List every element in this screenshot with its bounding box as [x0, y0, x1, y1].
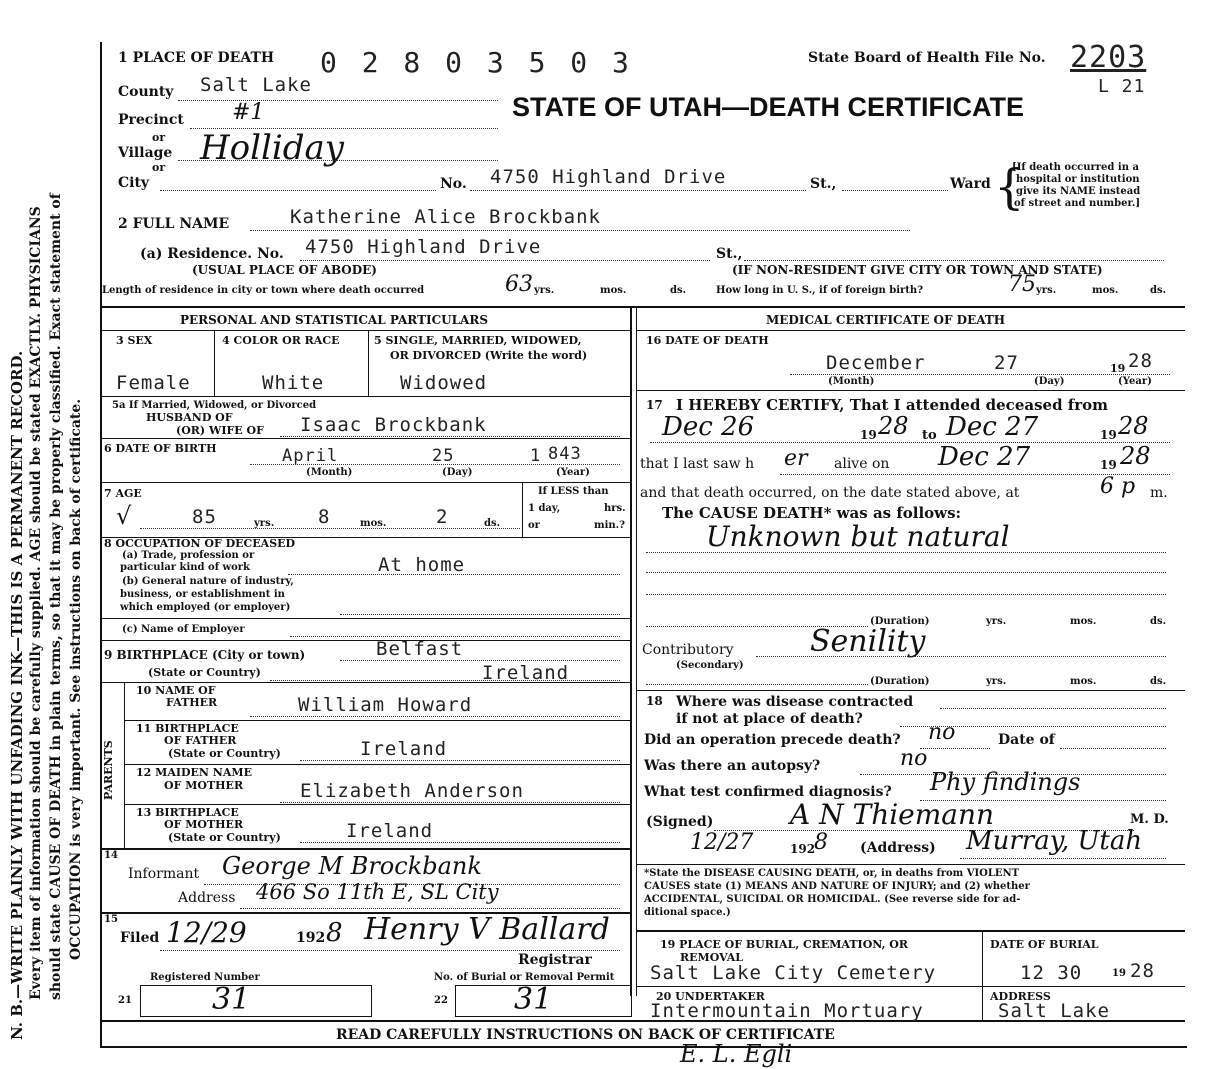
sex-label: 3 SEX [116, 334, 153, 347]
age-days: 2 [436, 506, 449, 528]
file-number: 2203 [1070, 40, 1147, 75]
signed-label: (Signed) [646, 814, 714, 830]
contracted-label-2: if not at place of death? [676, 711, 863, 727]
place-of-death-label: 1 PLACE OF DEATH [118, 50, 275, 66]
marital-label-1: 5 SINGLE, MARRIED, WIDOWED, [374, 334, 582, 347]
contrib-mos-label: mos. [1070, 676, 1097, 687]
signed-date: 12/27 [690, 830, 754, 855]
last-saw-pronoun: er [784, 446, 808, 471]
attended-to-year: 28 [1118, 412, 1149, 440]
age-months: 8 [318, 506, 331, 528]
dod-year: 28 [1128, 350, 1153, 372]
length-yrs-label: yrs. [534, 285, 555, 296]
dob-month: April [282, 446, 339, 466]
burial-date-label: DATE OF BURIAL [990, 938, 1099, 951]
column-divider [630, 306, 632, 996]
informant-value: George M Brockbank [222, 852, 482, 880]
city-label: City [118, 175, 150, 191]
contributory-value: Senility [810, 624, 926, 659]
occupation-b-1: (b) General nature of industry, [122, 576, 294, 587]
md-label: M. D. [1130, 812, 1169, 827]
less-label-1: If LESS than [538, 486, 609, 497]
cause-duration-label: (Duration) [870, 616, 930, 627]
physician-signature: A N Thiemann [790, 798, 995, 831]
undertaker: Intermountain Mortuary [650, 1000, 924, 1022]
informant-address-value: 466 So 11th E, SL City [256, 880, 499, 904]
cause-label: The CAUSE DEATH* was as follows: [662, 504, 962, 522]
attended-to-year-prefix: 19 [1100, 428, 1117, 442]
mother-label-1: 12 MAIDEN NAME [136, 766, 252, 779]
attended-to-label: to [922, 428, 937, 443]
sex-value: Female [116, 372, 191, 394]
dod-day: 27 [994, 352, 1019, 374]
length-ds-label: ds. [670, 285, 687, 296]
age-years: 85 [192, 506, 217, 528]
attended-from-year: 28 [878, 412, 909, 440]
dob-day: 25 [432, 446, 455, 466]
burial-number-prefix: 22 [434, 995, 448, 1006]
dob-year: 843 [548, 444, 582, 464]
contributory-sub: (Secondary) [676, 660, 744, 671]
death-occurred-m: m. [1150, 485, 1168, 501]
spouse-value: Isaac Brockbank [300, 414, 487, 436]
side-line-4: OCCUPATION is very important. See instructions on back of certificate. [68, 398, 84, 960]
footnote-4: ditional space.) [644, 907, 731, 918]
instructions-footer: READ CAREFULLY INSTRUCTIONS ON BACK OF CERTIFICATE [336, 1027, 835, 1043]
physician-address: Murray, Utah [966, 826, 1143, 856]
st-label: St., [810, 176, 837, 192]
father-label-1: 10 NAME OF [136, 684, 216, 697]
operation-value: no [928, 720, 956, 745]
registered-number-prefix: 21 [118, 995, 132, 1006]
footnote-3: ACCIDENTAL, SUICIDAL OR HOMICIDAL. (See reverse side for ad- [644, 894, 1021, 905]
registered-number: 31 [212, 982, 251, 1017]
autopsy-label: Was there an autopsy? [644, 758, 821, 774]
undertaker-address: Salt Lake [998, 1000, 1110, 1022]
age-yrs-label: yrs. [254, 518, 275, 529]
certificate-title: STATE OF UTAH—DEATH CERTIFICATE [512, 92, 1024, 122]
section-14: 14 [104, 850, 118, 861]
registered-number-box [140, 985, 372, 1017]
mother-birthplace-label-2: OF MOTHER [164, 818, 244, 831]
section-18: 18 [646, 694, 663, 708]
cause-mos-label: mos. [1070, 616, 1097, 627]
father-label-2: FATHER [166, 696, 218, 709]
file-number-sub: L 21 [1098, 76, 1146, 97]
us-mos-label: mos. [1092, 285, 1119, 296]
age-mos-label: mos. [360, 518, 387, 529]
dod-month-label: (Month) [828, 376, 875, 387]
color-value: White [262, 372, 325, 394]
hospital-note-1: [If death occurred in a [1012, 162, 1139, 173]
father-value: William Howard [298, 694, 473, 716]
usual-abode-label: (USUAL PLACE OF ABODE) [192, 263, 377, 277]
registrar-label: Registrar [518, 952, 592, 968]
full-name-value: Katherine Alice Brockbank [290, 206, 601, 228]
certify-text: I HEREBY CERTIFY, That I attended deceased from [676, 396, 1109, 414]
footnote-2: CAUSES state (1) MEANS AND NATURE OF INJURY; and (2) whether [644, 881, 1030, 892]
birthplace-city: Belfast [376, 638, 464, 660]
cause-yrs-label: yrs. [986, 616, 1007, 627]
filed-date: 12/29 [166, 916, 247, 949]
dob-label: 6 DATE OF BIRTH [104, 442, 217, 455]
contrib-duration-label: (Duration) [870, 676, 930, 687]
test-value: Phy findings [930, 768, 1081, 796]
less-min-label: min.? [594, 520, 625, 531]
dob-month-label: (Month) [306, 467, 353, 478]
medical-section-title: MEDICAL CERTIFICATE OF DEATH [766, 313, 1006, 327]
marital-value: Widowed [400, 372, 488, 394]
nonresident-label: (IF NON-RESIDENT GIVE CITY OR TOWN AND STATE) [732, 263, 1103, 277]
dod-year-label: (Year) [1118, 376, 1152, 387]
county-value: Salt Lake [200, 74, 312, 96]
cause-value: Unknown but natural [706, 520, 1010, 553]
us-ds-label: ds. [1150, 285, 1167, 296]
age-label: 7 AGE [104, 487, 142, 500]
ward-label: Ward [950, 176, 991, 192]
section-15: 15 [104, 914, 118, 925]
spouse-label-1: 5a If Married, Widowed, or Divorced [112, 400, 317, 411]
signed-year: 8 [814, 830, 828, 855]
hospital-note-2: hospital or institution [1016, 174, 1140, 185]
father-birthplace-label-3: (State or Country) [168, 747, 281, 760]
hospital-brace: { [994, 159, 1025, 215]
dod-day-label: (Day) [1034, 376, 1065, 387]
filed-label: Filed [120, 930, 160, 946]
date-of-label: Date of [998, 732, 1055, 748]
precinct-label: Precinct [118, 112, 184, 128]
less-hrs-label: hrs. [604, 503, 626, 514]
undertaker-address-label: ADDRESS [990, 990, 1051, 1003]
mother-value: Elizabeth Anderson [300, 780, 524, 802]
burial-date: 12 30 [1020, 962, 1083, 984]
father-birthplace-label-2: OF FATHER [164, 734, 237, 747]
birthplace-country: Ireland [482, 662, 570, 684]
last-saw-year: 28 [1120, 442, 1151, 470]
residence-value: 4750 Highland Drive [305, 236, 542, 258]
age-check: √ [116, 502, 132, 530]
side-line-2: Every item of information should be carefully supplied. AGE should be stated EXACTLY. PHYSICIANS [28, 206, 44, 1000]
last-saw-year-prefix: 19 [1100, 458, 1117, 472]
contributory-label: Contributory [642, 642, 734, 658]
street-value: 4750 Highland Drive [490, 166, 727, 188]
certify-number: 17 [646, 398, 663, 412]
color-label: 4 COLOR OR RACE [222, 334, 340, 347]
residence-label: (a) Residence. No. [140, 246, 284, 262]
last-saw-date: Dec 27 [938, 442, 1031, 472]
last-saw-text-2: alive on [834, 456, 890, 472]
birthplace-label: 9 BIRTHPLACE (City or town) [104, 648, 306, 662]
signed-year-prefix: 192 [790, 842, 816, 856]
length-residence-years: 63 [505, 272, 533, 297]
serial-number: 0 2 8 0 3 5 0 3 [320, 46, 633, 79]
occupation-label: 8 OCCUPATION OF DECEASED [104, 537, 296, 550]
filed-year: 8 [326, 918, 343, 948]
cause-ds-label: ds. [1150, 616, 1167, 627]
footnote-1: *State the DISEASE CAUSING DEATH, or, in deaths from VIOLENT [644, 868, 1020, 879]
hospital-note-4: of street and number.] [1014, 198, 1141, 209]
burial-place-label-2: REMOVAL [680, 951, 744, 964]
burial-number: 31 [514, 982, 553, 1017]
mother-birthplace-value: Ireland [346, 820, 434, 842]
marital-label-2: OR DIVORCED (Write the word) [390, 349, 588, 362]
filed-year-prefix: 192 [296, 930, 326, 946]
or-label-1: or [152, 131, 166, 144]
burial-year: 28 [1130, 960, 1155, 982]
footer-signature: E. L. Egli [680, 1040, 793, 1068]
undertaker-label: 20 UNDERTAKER [656, 990, 765, 1003]
side-instructions [0, 0, 92, 1069]
father-birthplace-label-1: 11 BIRTHPLACE [136, 722, 239, 735]
occupation-a-1: (a) Trade, profession or [122, 550, 255, 561]
spouse-label-2: HUSBAND OF [146, 411, 233, 424]
street-no-label: No. [440, 176, 467, 192]
burial-place-label-1: 19 PLACE OF BURIAL, CREMATION, OR [660, 938, 909, 951]
birthplace-state-label: (State or Country) [148, 666, 261, 679]
full-name-label: 2 FULL NAME [118, 216, 230, 232]
death-occurred-text: and that death occurred, on the date stated above, at [640, 485, 1020, 501]
length-mos-label: mos. [600, 285, 627, 296]
burial-year-prefix: 19 [1112, 968, 1126, 979]
occupation-b-3: which employed (or employer) [120, 602, 291, 613]
attended-from-year-prefix: 19 [860, 428, 877, 442]
dob-year-prefix: 1 [530, 446, 542, 466]
dod-year-prefix: 19 [1110, 362, 1126, 375]
less-label-2: 1 day, [528, 503, 561, 514]
death-occurred-time: 6 p [1100, 474, 1136, 499]
file-number-label: State Board of Health File No. [808, 50, 1046, 66]
burial-permit-label: No. of Burial or Removal Permit [434, 972, 615, 983]
attended-from-date: Dec 26 [662, 412, 755, 442]
registrar-signature: Henry V Ballard [364, 912, 610, 947]
spouse-label-3: (OR) WIFE OF [176, 424, 264, 437]
attended-to-date: Dec 27 [946, 412, 1039, 442]
autopsy-value: no [900, 746, 928, 771]
dod-month: December [826, 352, 926, 374]
last-saw-text: that I last saw h [640, 456, 755, 472]
county-label: County [118, 84, 174, 100]
dob-day-label: (Day) [442, 467, 473, 478]
mother-birthplace-label-1: 13 BIRTHPLACE [136, 806, 239, 819]
occupation-value: At home [378, 554, 466, 576]
side-line-1: N. B.—WRITE PLAINLY WITH UNFADING INK—THIS IS A PERMANENT RECORD. [8, 350, 26, 1040]
length-residence-label: Length of residence in city or town where death occurred [102, 285, 425, 296]
informant-address-label: Address [178, 890, 236, 906]
side-line-3: should state CAUSE OF DEATH in plain terms, so that it may be properly classified. Exact statement of [48, 193, 64, 1000]
mother-label-2: OF MOTHER [164, 779, 244, 792]
occupation-c: (c) Name of Employer [122, 624, 245, 635]
precinct-value: #1 [232, 100, 265, 125]
dob-year-label: (Year) [556, 467, 590, 478]
test-label: What test confirmed diagnosis? [644, 784, 892, 800]
date-of-death-label: 16 DATE OF DEATH [646, 334, 769, 347]
age-ds-label: ds. [484, 518, 501, 529]
hospital-note-3: give its NAME instead [1016, 186, 1141, 197]
operation-label: Did an operation precede death? [644, 732, 901, 748]
contrib-yrs-label: yrs. [986, 676, 1007, 687]
personal-section-title: PERSONAL AND STATISTICAL PARTICULARS [180, 313, 489, 327]
physician-address-label: (Address) [860, 840, 936, 856]
father-birthplace-value: Ireland [360, 738, 448, 760]
us-yrs-label: yrs. [1036, 285, 1057, 296]
contrib-ds-label: ds. [1150, 676, 1167, 687]
occupation-a-2: particular kind of work [120, 562, 250, 573]
registered-number-label: Registered Number [150, 972, 260, 983]
parents-label: PARENTS [102, 740, 115, 800]
informant-label: Informant [128, 866, 200, 882]
contracted-label-1: Where was disease contracted [676, 694, 914, 710]
mother-birthplace-label-3: (State or Country) [168, 831, 281, 844]
us-label: How long in U. S., if of foreign birth? [716, 285, 924, 296]
or-label-2: or [152, 161, 166, 174]
burial-place: Salt Lake City Cemetery [650, 962, 937, 984]
residence-st-label: St., [716, 246, 743, 262]
village-value: Holliday [200, 128, 344, 168]
us-years: 75 [1008, 272, 1036, 297]
occupation-b-2: business, or establishment in [120, 589, 285, 600]
less-or-label: or [528, 520, 540, 531]
village-label: Village [118, 145, 173, 161]
